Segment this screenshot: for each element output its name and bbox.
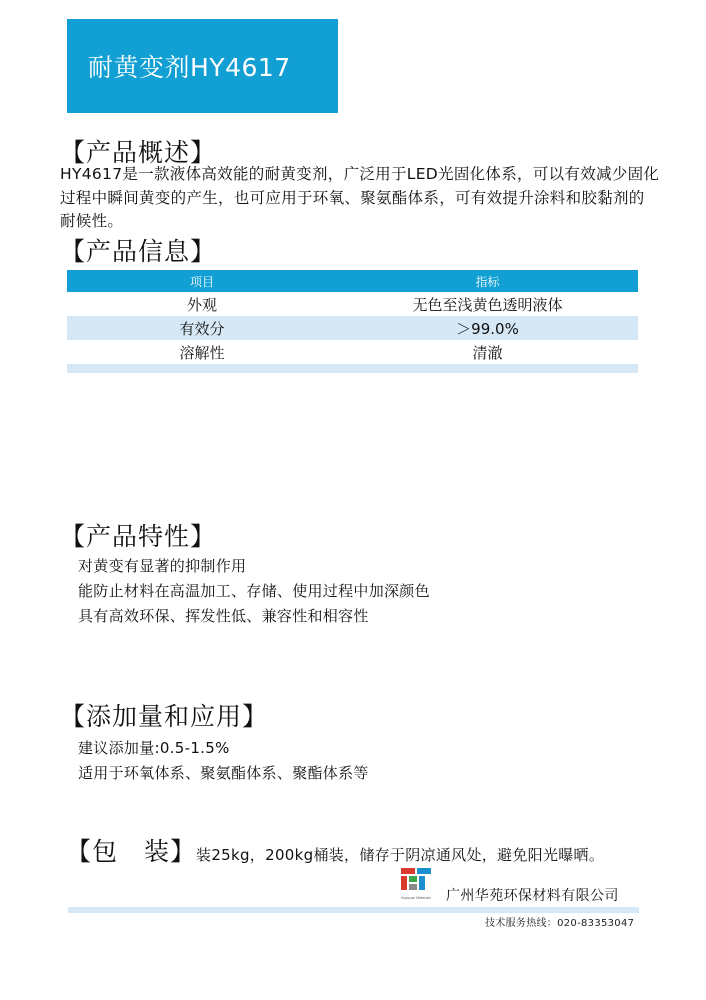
table-cell: ＞99.0% [456,319,519,338]
table-cell: 清澈 [472,343,503,362]
header-spec: 指标 [475,274,500,289]
usage-item: 适用于环氧体系、聚氨酯体系、聚酯体系等 [78,764,369,782]
features-heading: 【产品特性】 [60,522,217,551]
packaging-text: 装25kg，200kg桶装，储存于阴凉通风处，避免阳光曝晒。 [196,846,605,864]
footer-divider [68,907,639,913]
usage-item: 建议添加量:0.5-1.5% [78,739,230,757]
packaging-heading: 【包 装】 [66,837,197,866]
table-cell: 外观 [186,295,217,314]
info-heading: 【产品信息】 [60,237,217,266]
product-title-banner [67,19,338,113]
table-footer-bar [67,364,638,373]
company-name: 广州华苑环保材料有限公司 [446,888,619,904]
table-row [67,292,638,316]
overview-text: HY4617是一款液体高效能的耐黄变剂，广泛用于LED光固化体系，可以有效减少固化过程中瞬间黄变的产生，也可应用于环氧、聚氨酯体系，可有效提升涂料和胶黏剂的耐候性。 [60,165,660,230]
table-row [67,316,638,340]
logo-caption: Huayuan Materials [401,896,431,900]
product-info-table [67,270,638,373]
usage-heading: 【添加量和应用】 [60,702,269,731]
table-cell: 无色至浅黄色透明液体 [412,295,563,314]
service-hotline: 技术服务热线：020-83353047 [485,918,635,929]
overview-heading: 【产品概述】 [60,138,217,167]
feature-item: 具有高效环保、挥发性低、兼容性和相容性 [78,607,369,625]
table-header [67,270,638,292]
product-title: 耐黄变剂HY4617 [88,53,291,82]
company-logo-icon [397,865,435,903]
table-row [67,340,638,364]
table-cell: 溶解性 [179,343,225,362]
feature-item: 对黄变有显著的抑制作用 [78,557,247,575]
header-item: 项目 [189,274,214,289]
packaging-section [66,832,604,868]
feature-item: 能防止材料在高温加工、存储、使用过程中加深颜色 [78,582,430,600]
table-cell: 有效分 [179,319,225,338]
